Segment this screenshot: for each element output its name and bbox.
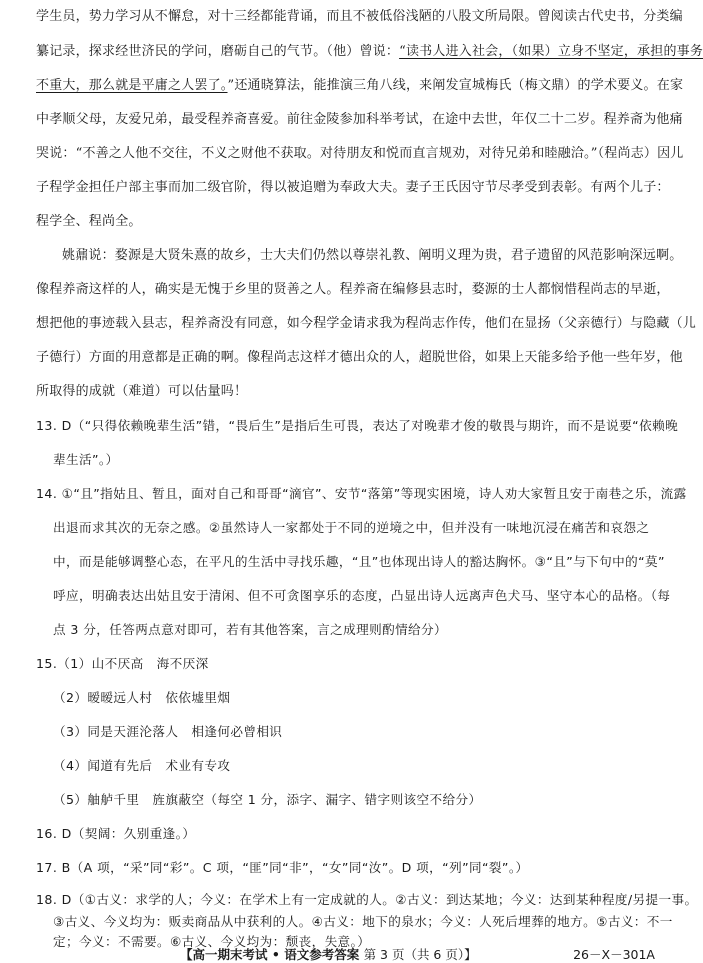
answer-15-line-5: （5）舳舻千里 旌旗蔽空（每空 1 分，添字、漏字、错字则该空不给分） [53, 792, 482, 807]
footer-exam-title: 【高一期末考试 • 语文参考答案 [180, 947, 360, 962]
underlined-quote-part-2: 不重大，那么就是平庸之人罢了。 [36, 78, 228, 93]
answer-13-line-1: 13. D（“只得依赖晚辈生活”错，“畏后生”是指后生可畏，表达了对晚辈才俊的敬畏与期许，而不是说要“依赖晚 [36, 418, 679, 433]
answer-13-line-2: 辈生活”。） [53, 452, 119, 467]
answer-14-line-2: 出退而求其次的无奈之感。②虽然诗人一家都处于不同的逆境之中，但并没有一味地沉浸在痛苦和哀怨之 [53, 520, 650, 535]
answer-14-line-1: 14. ①“且”指姑且、暂且，面对自己和哥哥“滴官”、安节“落第”等现实困境，诗人劝大家暂且安于南巷之乐，流露 [36, 486, 687, 501]
answer-15-line-4: （4）闻道有先后 术业有专攻 [53, 758, 231, 773]
passage-line-2-text: 纂记录，探求经世济民的学问，磨砺自己的气节。（他）曾说： [36, 44, 400, 59]
answer-14-line-3: 中，而是能够调整心态，在平凡的生活中寻找乐趣，“且”也体现出诗人的豁达胸怀。③“且”与下句中的“莫” [53, 554, 665, 569]
answer-16: 16. D（契阔：久别重逢。） [36, 826, 196, 841]
answer-15-line-1: 15.（1）山不厌高 海不厌深 [36, 656, 209, 671]
answer-14-line-4: 呼应，明确表达出姑且安于清闲、但不可贪图享乐的态度，凸显出诗人远离声色犬马、坚守本心的品格。（每 [53, 588, 671, 603]
answer-17: 17. B（A 项，“采”同“彩”。C 项，“匪”同“非”，“女”同“汝”。D 项，“列”同“裂”。） [36, 860, 529, 875]
passage-line-6: 子程学金担任户部主事而加二级官阶，得以被追赠为奉政大夫。妻子王氏因守节尽孝受到表彰。有两个儿子： [36, 180, 670, 195]
answer-18-line-3: 定；今义：不需要。⑥古义、今义均为：颓丧，失意。） [53, 934, 371, 949]
passage-line-1: 学生员，势力学习从不懈怠，对十三经都能背诵，而且不被低俗浅陋的八股文所局限。曾阅读古代史书，分类编 [36, 9, 683, 24]
passage-line-11: 子德行）方面的用意都是正确的啊。像程尚志这样才德出众的人，超脱世俗，如果上天能多给予他一些年岁，他 [36, 350, 683, 365]
passage-line-10: 想把他的事迹载入县志，程养斋没有同意，如今程学金请求我为程尚志作传，他们在显扬（父亲德行）与隐藏（儿 [36, 316, 697, 331]
passage-line-12: 所取得的成就（难道）可以估量吗！ [36, 384, 248, 399]
answer-15-line-2: （2）暧暧远人村 依依墟里烟 [53, 690, 231, 705]
footer-title [180, 945, 477, 963]
passage-line-3 [36, 77, 684, 95]
passage-line-8: 姚鼐说：婺源是大贤朱熹的故乡，士大夫们仍然以尊崇礼教、阐明义理为贵，君子遗留的风范影响深远啊。 [62, 248, 683, 263]
answer-18-line-2: ③古义、今义均为：贩卖商品从中获利的人。④古义：地下的泉水；今义：人死后埋葬的地方。⑤古义：不一 [53, 914, 673, 929]
passage-line-7: 程学全、程尚全。 [36, 214, 142, 229]
passage-line-3-text: ”还通晓算法，能推演三角八线，来阐发宣城梅氏（梅文鼎）的学术要义。在家 [227, 78, 684, 93]
passage-line-9: 像程养斋这样的人，确实是无愧于乡里的贤善之人。程养斋在编修县志时，婺源的士人都悯惜程尚志的早逝， [36, 282, 670, 297]
footer-page-number: 第 3 页（共 6 页）】 [363, 947, 477, 962]
answer-18-line-1: 18. D（①古义：求学的人；今义：在学术上有一定成就的人。②古义：到达某地；今义：达到某种程度/另提一事。 [36, 892, 698, 907]
answer-14-line-5: 点 3 分，任答两点意对即可，若有其他答案，言之成理则酌情给分） [53, 622, 448, 637]
passage-line-5: 哭说：“不善之人他不交往，不义之财他不获取。对待朋友和悦而直言规劝，对待兄弟和睦融洽。”（程尚志）因儿 [36, 146, 684, 161]
passage-line-2 [36, 43, 703, 61]
footer-code: 26－X－301A [573, 947, 655, 962]
passage-line-4: 中孝顺父母，友爱兄弟，最受程养斋喜爱。前往金陵参加科举考试，在途中去世，年仅二十二岁。程养斋为他痛 [36, 112, 683, 127]
page-footer [0, 945, 677, 963]
answer-15-line-3: （3）同是天涯沦落人 相逢何必曾相识 [53, 724, 283, 739]
underlined-quote-part-1: “读书人进入社会，（如果）立身不坚定，承担的事务 [399, 44, 703, 59]
